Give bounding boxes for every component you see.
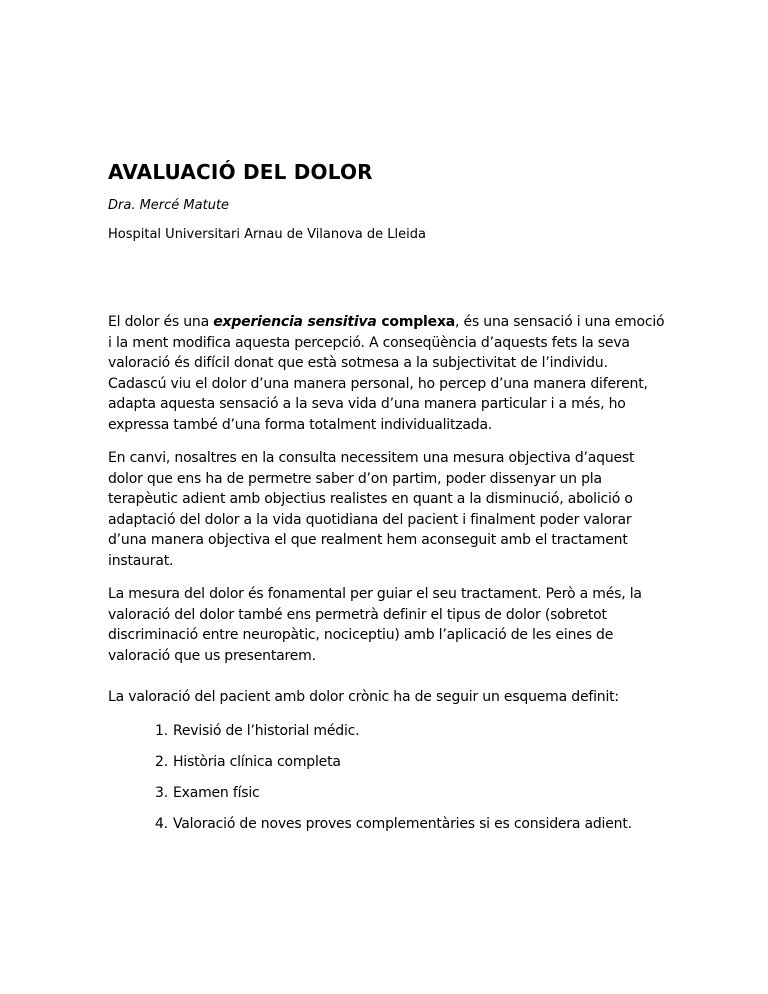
paragraph-1-emphasis-bold: complexa [381, 314, 456, 330]
list-intro: La valoració del pacient amb dolor crònic ha de seguir un esquema definit: [108, 689, 619, 705]
list-item-1-number: 1. [155, 722, 168, 739]
list-item-2 [155, 752, 666, 773]
paragraph-1 [108, 312, 666, 435]
list-item-2-text: Història clínica completa [172, 753, 341, 770]
paragraph-1-lead: El dolor és una [108, 314, 214, 330]
list-item-3-text: Examen físic [172, 784, 260, 801]
list-item-1 [155, 721, 666, 742]
paragraph-1-rest: , és una sensació i una emoció i la ment modifica aquesta percepció. A conseqüència d’aquests fets la seva valoració és difícil donat que està sotmesa a la subjectivitat de l’individu. Cadascú viu el dolor d’una manera personal, ho percep d’una manera diferent, adapta aquesta sensació a la seva vida d’una manera particular i a més, ho expressa també d’una forma totalment individualitzada. [108, 314, 665, 433]
list-item-2-number: 2. [155, 753, 168, 770]
list-item-1-text: Revisió de l’historial médic. [172, 722, 360, 739]
list-item-4 [155, 814, 666, 835]
paragraph-1-emphasis-bold-italic: experiencia sensitiva [213, 314, 382, 330]
paragraph-2: En canvi, nosaltres en la consulta necessitem una mesura objectiva d’aquest dolor que ens ha de permetre saber d’on partim, poder dissenyar un pla terapèutic adient amb objectius realistes en quant a la disminució, abolició o adaptació del dolor a la vida quotidiana del pacient i finalment poder valorar d’una manera objectiva el que realment hem aconseguit amb el tractament instaurat. [108, 450, 635, 569]
author-byline: Dra. Mercé Matute [108, 198, 230, 213]
affiliation-line: Hospital Universitari Arnau de Vilanova de Lleida [108, 227, 426, 242]
paragraph-3: La mesura del dolor és fonamental per guiar el seu tractament. Però a més, la valoració del dolor també ens permetrà definir el tipus de dolor (sobretot discriminació entre neuropàtic, nociceptiu) amb l’aplicació de les eines de valoració que us presentarem. [108, 586, 642, 664]
list-item-3-number: 3. [155, 784, 168, 801]
document-title: AVALUACIÓ DEL DOLOR [108, 160, 373, 184]
numbered-list [108, 721, 666, 835]
list-item-4-number: 4. [155, 815, 168, 832]
list-item-4-text: Valoració de noves proves complementàries si es considera adient. [172, 815, 632, 832]
list-item-3 [155, 783, 666, 804]
